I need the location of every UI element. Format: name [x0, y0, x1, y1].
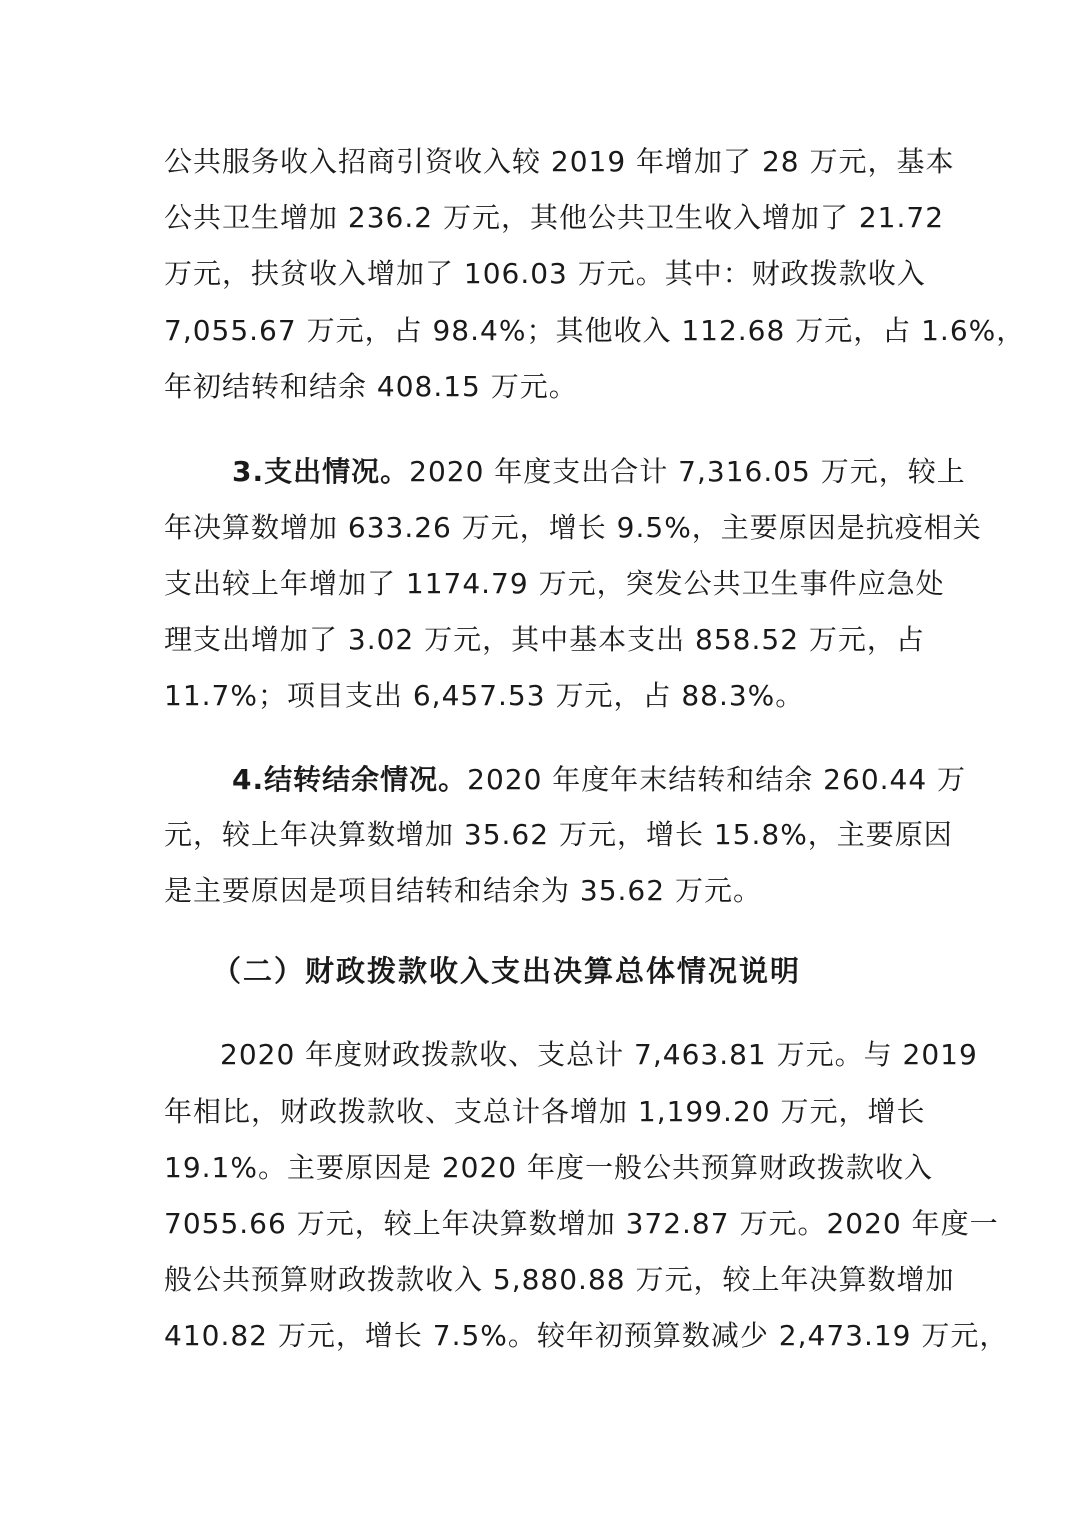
expense-first-line-text: 2020 年度支出合计 7,316.05 万元，较上: [409, 455, 966, 488]
section-two-line-2: 年相比，财政拨款收、支总计各增加 1,199.20 万元，增长: [164, 1095, 926, 1128]
income-line-2: 公共卫生增加 236.2 万元，其他公共卫生收入增加了 21.72: [164, 201, 945, 234]
expense-line-2: 年决算数增加 633.26 万元，增长 9.5%，主要原因是抗疫相关: [164, 511, 982, 544]
section-two-line-4: 7055.66 万元，较上年决算数增加 372.87 万元。2020 年度一: [164, 1207, 999, 1240]
income-line-3: 万元，扶贫收入增加了 106.03 万元。其中：财政拨款收入: [164, 257, 926, 290]
income-line-4: 7,055.67 万元，占 98.4%；其他收入 112.68 万元，占 1.6%，: [164, 314, 1026, 347]
income-line-1: 公共服务收入招商引资收入较 2019 年增加了 28 万元，基本: [164, 145, 955, 178]
section-two-line-1: 2020 年度财政拨款收、支总计 7,463.81 万元。与 2019: [220, 1038, 978, 1071]
expense-line-5: 11.7%；项目支出 6,457.53 万元，占 88.3%。: [164, 679, 805, 712]
balance-line-3: 是主要原因是项目结转和结余为 35.62 万元。: [164, 874, 762, 907]
income-line-5: 年初结转和结余 408.15 万元。: [164, 370, 578, 403]
section-two-line-3: 19.1%。主要原因是 2020 年度一般公共预算财政拨款收入: [164, 1151, 934, 1184]
balance-title: 4.结转结余情况。: [232, 763, 468, 796]
balance-line-1: [232, 760, 966, 800]
section-two-line-6: 410.82 万元，增长 7.5%。较年初预算数减少 2,473.19 万元，: [164, 1319, 1009, 1352]
expense-line-4: 理支出增加了 3.02 万元，其中基本支出 858.52 万元，占: [164, 623, 925, 656]
expense-line-3: 支出较上年增加了 1174.79 万元，突发公共卫生事件应急处: [164, 567, 945, 600]
expense-title: 3.支出情况。: [232, 455, 410, 488]
balance-line-2: 元，较上年决算数增加 35.62 万元，增长 15.8%，主要原因: [164, 818, 953, 851]
section-two-heading: （二）财政拨款收入支出决算总体情况说明: [212, 954, 802, 988]
section-two-line-5: 般公共预算财政拨款收入 5,880.88 万元，较上年决算数增加: [164, 1263, 955, 1296]
expense-line-1: [232, 452, 966, 492]
balance-first-line-text: 2020 年度年末结转和结余 260.44 万: [467, 763, 967, 796]
